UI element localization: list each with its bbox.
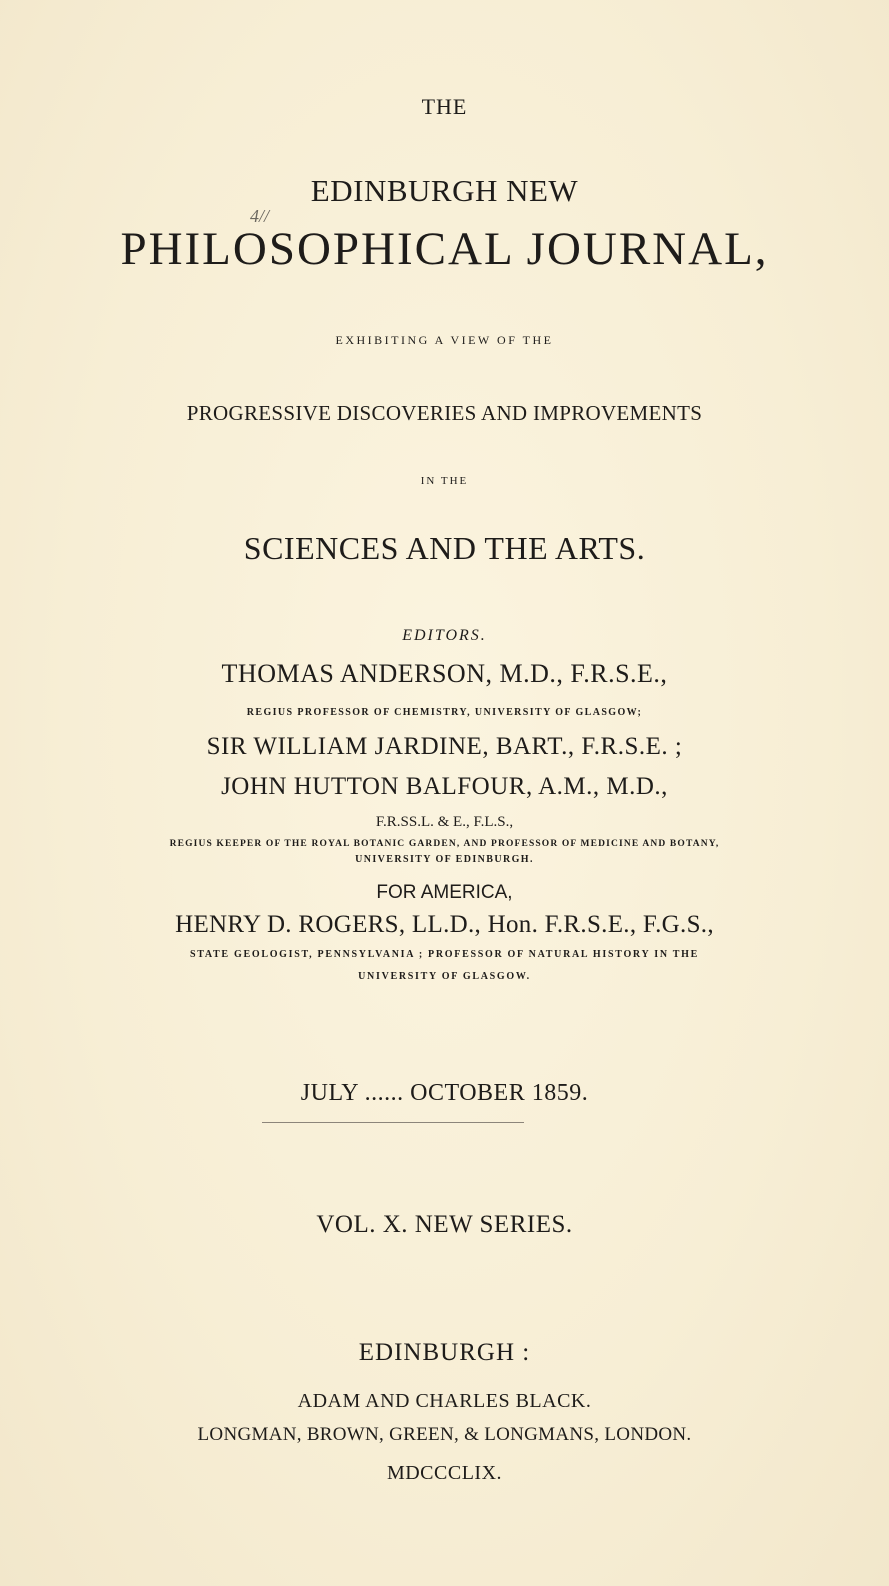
editor-balfour-title-1: REGIUS KEEPER OF THE ROYAL BOTANIC GARDEN, AND PROFESSOR OF MEDICINE AND BOTANY, — [169, 839, 720, 849]
volume-series: VOL. X. NEW SERIES. — [316, 1211, 573, 1238]
imprint-year: MDCCCLIX. — [386, 1462, 503, 1484]
editor-rogers-title-2: UNIVERSITY OF GLASGOW. — [358, 971, 531, 982]
for-america-line: FOR AMERICA, — [376, 882, 513, 903]
editor-balfour-name: JOHN HUTTON BALFOUR, A.M., M.D., — [221, 773, 668, 800]
in-the-line: IN THE — [420, 475, 469, 487]
sciences-and-arts-heading: SCIENCES AND THE ARTS. — [243, 530, 646, 566]
editor-rogers-title-1: STATE GEOLOGIST, PENNSYLVANIA ; PROFESSOR OF NATURAL HISTORY IN THE — [189, 949, 700, 960]
editor-anderson-title: REGIUS PROFESSOR OF CHEMISTRY, UNIVERSITY OF GLASGOW; — [246, 707, 643, 718]
editors-heading: EDITORS. — [402, 627, 487, 644]
imprint-publisher: ADAM AND CHARLES BLACK. — [297, 1390, 592, 1412]
editor-anderson-name: THOMAS ANDERSON, M.D., F.R.S.E., — [221, 659, 668, 688]
editor-rogers-name: HENRY D. ROGERS, LL.D., Hon. F.R.S.E., F.G.S., — [175, 911, 714, 938]
imprint-city: EDINBURGH : — [358, 1339, 531, 1366]
progressive-discoveries-line: PROGRESSIVE DISCOVERIES AND IMPROVEMENTS — [186, 401, 703, 425]
handwritten-mark: 4// — [250, 206, 270, 226]
exhibiting-line: EXHIBITING A VIEW OF THE — [335, 333, 554, 347]
editor-jardine-name: SIR WILLIAM JARDINE, BART., F.R.S.E. ; — [206, 733, 683, 760]
issue-dates: JULY ...... OCTOBER 1859. — [300, 1080, 589, 1106]
the-label: THE — [421, 94, 468, 119]
separator-rule — [262, 1122, 524, 1123]
editor-balfour-title-2: UNIVERSITY OF EDINBURGH. — [355, 854, 534, 865]
editor-balfour-fellowships: F.R.SS.L. & E., F.L.S., — [375, 814, 514, 830]
journal-title: PHILOSOPHICAL JOURNAL, — [120, 223, 769, 275]
edinburgh-new-heading: EDINBURGH NEW — [310, 173, 579, 208]
imprint-co-publishers: LONGMAN, BROWN, GREEN, & LONGMANS, LONDON. — [197, 1424, 692, 1445]
